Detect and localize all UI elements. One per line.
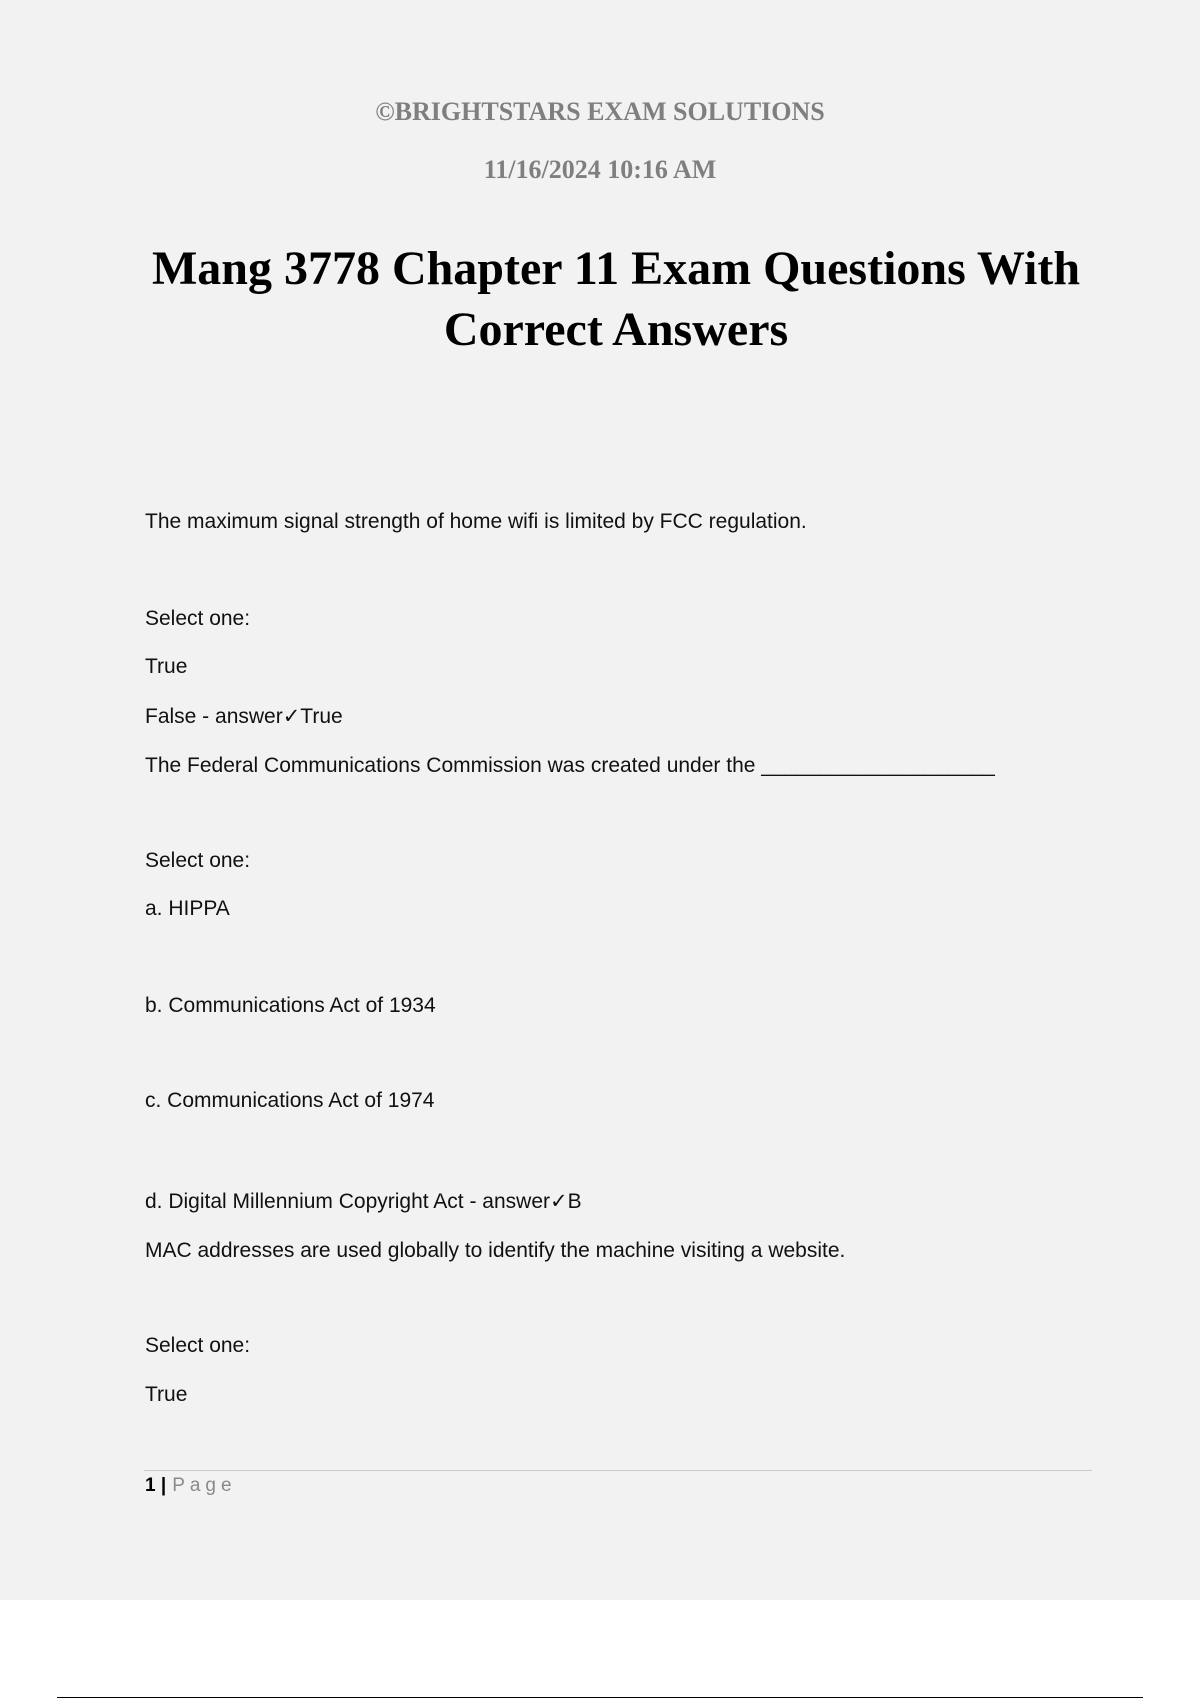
title-line-1: Mang 3778 Chapter 11 Exam Questions With	[151, 242, 1081, 295]
page-separator: |	[160, 1475, 167, 1496]
question-2-text: The Federal Communications Commission was created under the ____________________	[145, 754, 995, 777]
question-1-option-true: True	[145, 655, 188, 678]
question-2-option-d-answer: d. Digital Millennium Copyright Act - answer✓B	[145, 1190, 582, 1213]
header-brand: ©BRIGHTSTARS EXAM SOLUTIONS	[375, 97, 825, 126]
page-word: Page	[172, 1475, 237, 1496]
question-3-option-true: True	[145, 1383, 188, 1406]
question-1-option-false-answer: False - answer✓True	[145, 705, 343, 728]
question-1-select-label: Select one:	[145, 607, 251, 630]
header-date: 11/16/2024 10:16 AM	[483, 155, 717, 184]
question-2-option-c: c. Communications Act of 1974	[145, 1089, 435, 1112]
title-line-2: Correct Answers	[443, 303, 789, 356]
document-title	[120, 238, 1112, 360]
page-footer	[145, 1474, 237, 1498]
question-3-select-label: Select one:	[145, 1334, 251, 1357]
question-2-option-a: a. HIPPA	[145, 897, 230, 920]
page-number: 1	[145, 1475, 156, 1496]
question-1-text: The maximum signal strength of home wifi is limited by FCC regulation.	[145, 510, 807, 533]
footer-divider	[144, 1470, 1092, 1471]
next-page-top-rule	[57, 1697, 1143, 1698]
question-2-select-label: Select one:	[145, 849, 251, 872]
question-3-text: MAC addresses are used globally to identify the machine visiting a website.	[145, 1239, 846, 1262]
question-2-option-b: b. Communications Act of 1934	[145, 994, 436, 1017]
